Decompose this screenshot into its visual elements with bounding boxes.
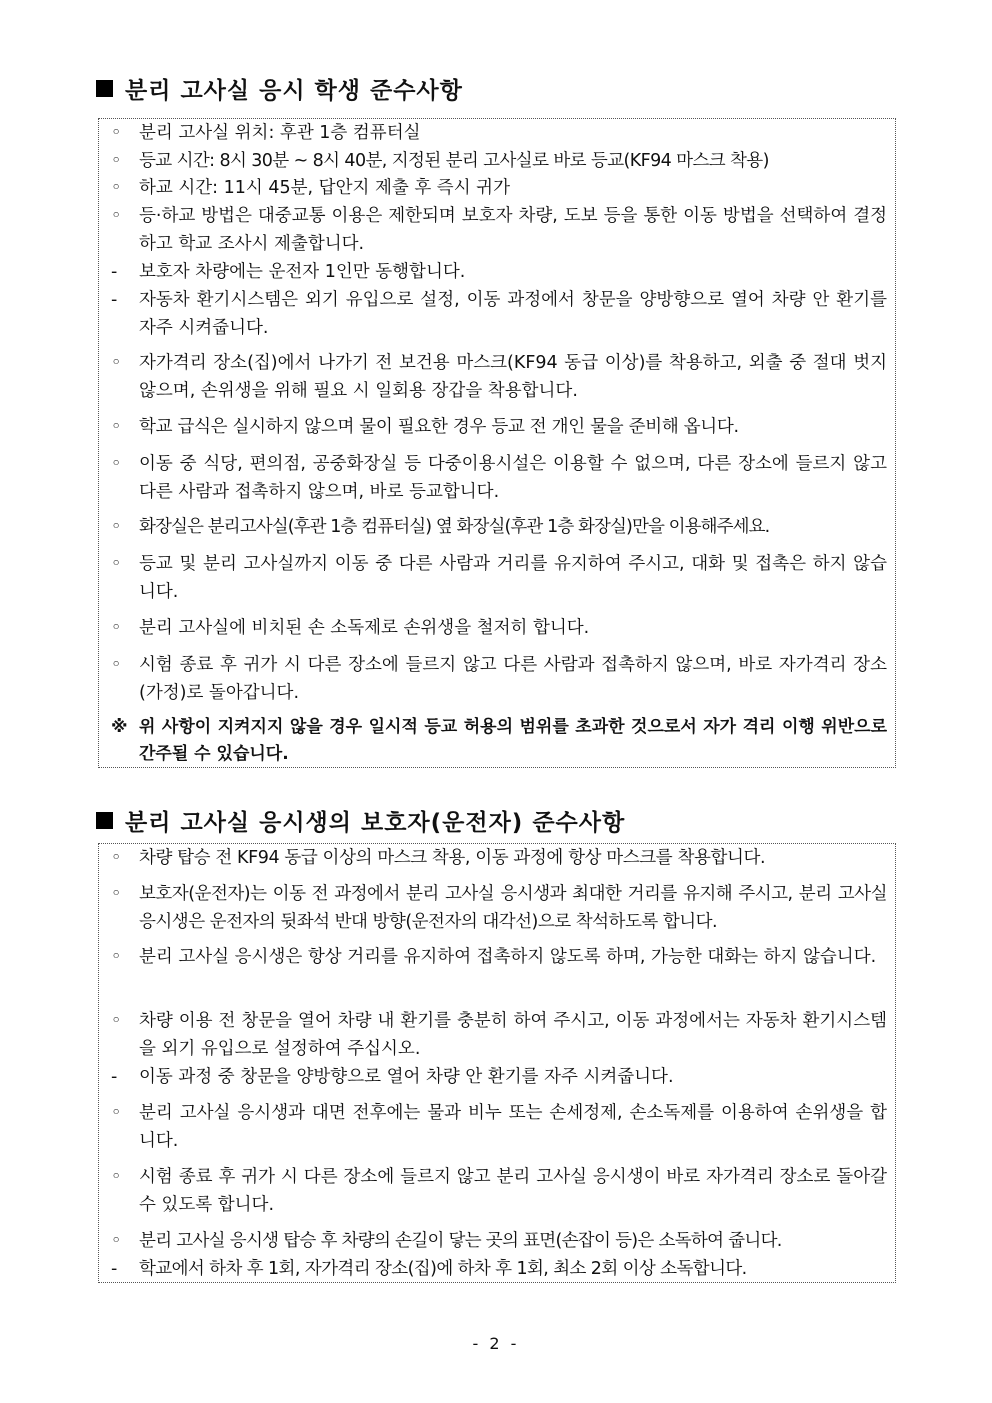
list-item: ◦ 화장실은 분리고사실(후관 1층 컴퓨터실) 옆 화장실(후관 1층 화장실)만을 이용해주세요. — [107, 513, 887, 541]
circle-bullet-icon: ◦ — [111, 848, 122, 868]
dash-bullet-icon: - — [111, 1259, 118, 1279]
circle-bullet-icon: ◦ — [111, 517, 122, 537]
list-item: ◦ 분리 고사실에 비치된 손 소독제로 손위생을 철저히 합니다. — [107, 614, 887, 642]
circle-bullet-icon: ◦ — [111, 151, 122, 171]
dash-bullet-icon: - — [111, 1067, 118, 1087]
dash-bullet-icon: - — [111, 262, 118, 282]
circle-bullet-icon: ◦ — [111, 655, 122, 675]
circle-bullet-icon: ◦ — [111, 353, 122, 373]
black-square-bullet-icon — [96, 812, 113, 829]
circle-bullet-icon: ◦ — [111, 123, 122, 143]
circle-bullet-icon: ◦ — [111, 618, 122, 638]
section2-title: 분리 고사실 응시생의 보호자(운전자) 준수사항 — [125, 810, 626, 836]
reference-mark-icon: ※ — [111, 717, 128, 737]
list-item: ◦ 보호자(운전자)는 이동 전 과정에서 분리 고사실 응시생과 최대한 거리를 유지해 주시고, 분리 고사실 응시생은 운전자의 뒷좌석 반대 방향(운전자의 대각선)으로 착석하도록 합니다. — [107, 880, 887, 936]
warning-note: ※ 위 사항이 지켜지지 않을 경우 일시적 등교 허용의 범위를 초과한 것으로서 자가 격리 이행 위반으로 간주될 수 있습니다. — [107, 714, 887, 768]
list-item: ◦ 분리 고사실 응시생 탑승 후 차량의 손길이 닿는 곳의 표면(손잡이 등)은 소독하여 줍니다. — [107, 1227, 887, 1255]
list-item: ◦ 분리 고사실 응시생은 항상 거리를 유지하여 접촉하지 않도록 하며, 가능한 대화는 하지 않습니다. — [107, 943, 887, 971]
list-item: ◦ 분리 고사실 위치: 후관 1층 컴퓨터실 — [107, 119, 887, 147]
circle-bullet-icon: ◦ — [111, 947, 122, 967]
list-item: ◦ 시험 종료 후 귀가 시 다른 장소에 들르지 않고 분리 고사실 응시생이 바로 자가격리 장소로 돌아갈 수 있도록 합니다. — [107, 1163, 887, 1219]
section1-heading — [96, 72, 463, 105]
section1-title: 분리 고사실 응시 학생 준수사항 — [125, 78, 463, 104]
list-item: ◦ 시험 종료 후 귀가 시 다른 장소에 들르지 않고 다른 사람과 접촉하지 않으며, 바로 자가격리 장소(가정)로 돌아갑니다. — [107, 651, 887, 707]
list-item: ◦ 등교 및 분리 고사실까지 이동 중 다른 사람과 거리를 유지하여 주시고, 대화 및 접촉은 하지 않습니다. — [107, 550, 887, 606]
list-item: ◦ 분리 고사실 응시생과 대면 전후에는 물과 비누 또는 손세정제, 손소독제를 이용하여 손위생을 합니다. — [107, 1099, 887, 1155]
circle-bullet-icon: ◦ — [111, 454, 122, 474]
circle-bullet-icon: ◦ — [111, 554, 122, 574]
section1-box — [98, 118, 896, 768]
list-item: ◦ 하교 시간: 11시 45분, 답안지 제출 후 즉시 귀가 — [107, 174, 887, 202]
dash-bullet-icon: - — [111, 290, 118, 310]
list-item: ◦ 학교 급식은 실시하지 않으며 물이 필요한 경우 등교 전 개인 물을 준비해 옵니다. — [107, 413, 887, 441]
section2-box — [98, 843, 896, 1283]
list-item: ◦ 이동 중 식당, 편의점, 공중화장실 등 다중이용시설은 이용할 수 없으며, 다른 장소에 들르지 않고 다른 사람과 접촉하지 않으며, 바로 등교합니다. — [107, 450, 887, 506]
circle-bullet-icon: ◦ — [111, 1103, 122, 1123]
circle-bullet-icon: ◦ — [111, 1011, 122, 1031]
sub-list-item: - 이동 과정 중 창문을 양방향으로 열어 차량 안 환기를 자주 시켜줍니다. — [107, 1063, 887, 1091]
black-square-bullet-icon — [96, 80, 113, 97]
circle-bullet-icon: ◦ — [111, 417, 122, 437]
list-item: ◦ 차량 탑승 전 KF94 동급 이상의 마스크 착용, 이동 과정에 항상 마스크를 착용합니다. — [107, 844, 887, 872]
sub-list-item: - 보호자 차량에는 운전자 1인만 동행합니다. — [107, 258, 887, 286]
circle-bullet-icon: ◦ — [111, 206, 122, 226]
section2-heading — [96, 804, 625, 837]
circle-bullet-icon: ◦ — [111, 1231, 122, 1251]
circle-bullet-icon: ◦ — [111, 178, 122, 198]
list-item: ◦ 등·하교 방법은 대중교통 이용은 제한되며 보호자 차량, 도보 등을 통한 이동 방법을 선택하여 결정하고 학교 조사시 제출합니다. — [107, 202, 887, 258]
list-item: ◦ 등교 시간: 8시 30분 ~ 8시 40분, 지정된 분리 고사실로 바로 등교(KF94 마스크 착용) — [107, 147, 887, 175]
circle-bullet-icon: ◦ — [111, 884, 122, 904]
list-item: ◦ 자가격리 장소(집)에서 나가기 전 보건용 마스크(KF94 동급 이상)를 착용하고, 외출 중 절대 벗지 않으며, 손위생을 위해 필요 시 일회용 장갑을 착용합니다. — [107, 349, 887, 405]
sub-list-item: - 자동차 환기시스템은 외기 유입으로 설정, 이동 과정에서 창문을 양방향으로 열어 차량 안 환기를 자주 시켜줍니다. — [107, 286, 887, 342]
list-item: ◦ 차량 이용 전 창문을 열어 차량 내 환기를 충분히 하여 주시고, 이동 과정에서는 자동차 환기시스템을 외기 유입으로 설정하여 주십시오. — [107, 1007, 887, 1063]
circle-bullet-icon: ◦ — [111, 1167, 122, 1187]
page-number: - 2 - — [472, 1334, 520, 1353]
sub-list-item: - 학교에서 하차 후 1회, 자가격리 장소(집)에 하차 후 1회, 최소 2회 이상 소독합니다. — [107, 1255, 887, 1283]
